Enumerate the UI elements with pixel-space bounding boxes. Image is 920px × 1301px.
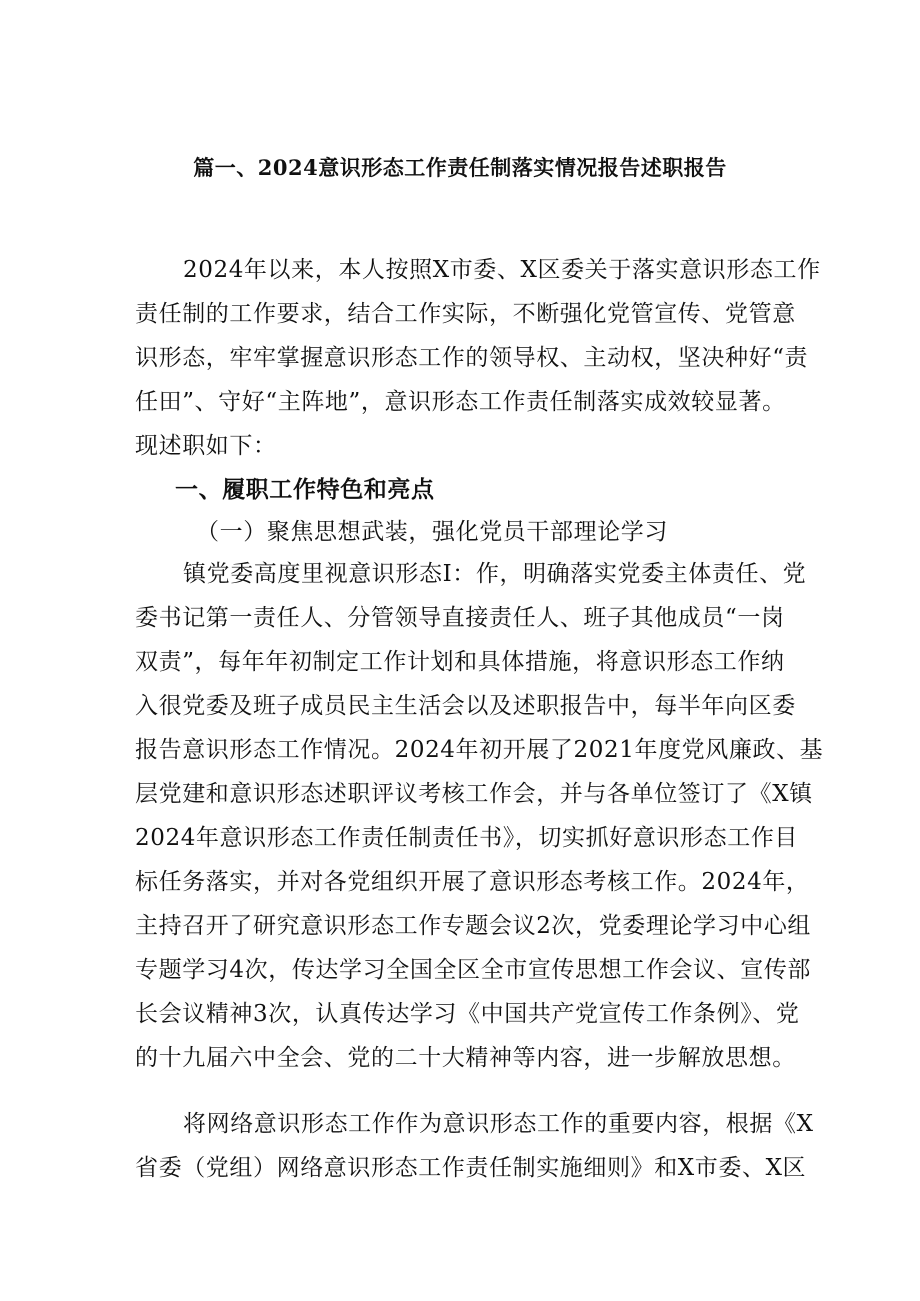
paragraph-line: 将网络意识形态工作作为意识形态工作的重要内容，根据《X xyxy=(183,1111,814,1137)
paragraph-line: 责任制的工作要求，结合工作实际，不断强化党管宣传、党管意 xyxy=(135,301,796,327)
paragraph-line: 层党建和意识形态述职评议考核工作会，并与各单位签订了《X镇 xyxy=(135,781,813,807)
paragraph-line: 的十九届六中全会、党的二十大精神等内容，进一步解放思想。 xyxy=(135,1045,796,1071)
section-heading: 一、履职工作特色和亮点 xyxy=(175,476,435,503)
paragraph-line: 现述职如下： xyxy=(135,433,277,459)
paragraph-line: 2024年意识形态工作责任制责任书》，切实抓好意识形态工作目 xyxy=(135,825,799,851)
paragraph-line: 入很党委及班子成员民主生活会以及述职报告中，每半年向区委 xyxy=(135,693,796,719)
paragraph-line: 镇党委高度里视意识形态I：作，明确落实党委主体责任、党 xyxy=(183,561,807,587)
paragraph-line: 任田”、守好“主阵地”，意识形态工作责任制落实成效较显著。 xyxy=(135,389,786,415)
paragraph-line: 专题学习4次，传达学习全国全区全市宣传思想工作会议、宣传部 xyxy=(135,957,812,983)
paragraph-line: 2024年以来，本人按照X市委、X区委关于落实意识形态工作 xyxy=(183,257,821,283)
document-title: 篇一、2024意识形态工作责任制落实情况报告述职报告 xyxy=(193,155,727,180)
subsection-heading: （一）聚焦思想武装，强化党员干部理论学习 xyxy=(196,519,668,545)
paragraph-line: 标任务落实，并对各党组织开展了意识形态考核工作。2024年， xyxy=(135,869,810,895)
paragraph-line: 长会议精神3次，认真传达学习《中国共产党宣传工作条例》、党 xyxy=(135,1001,800,1027)
paragraph-line: 识形态，牢牢掌握意识形态工作的领导权、主动权，坚决种好“责 xyxy=(135,345,809,371)
paragraph-line: 省委（党组）网络意识形态工作责任制实施细则》和X市委、X区 xyxy=(135,1155,807,1181)
paragraph-line: 主持召开了研究意识形态工作专题会议2次，党委理论学习中心组 xyxy=(135,913,812,939)
paragraph-line: 报告意识形态工作情况。2024年初开展了2021年度党风廉政、基 xyxy=(135,737,824,763)
paragraph-line: 委书记第一责任人、分管领导直接责任人、班子其他成员“一岗 xyxy=(135,605,785,631)
paragraph-line: 双责”，每年年初制定工作计划和具体措施，将意识形态工作纳 xyxy=(135,649,785,675)
